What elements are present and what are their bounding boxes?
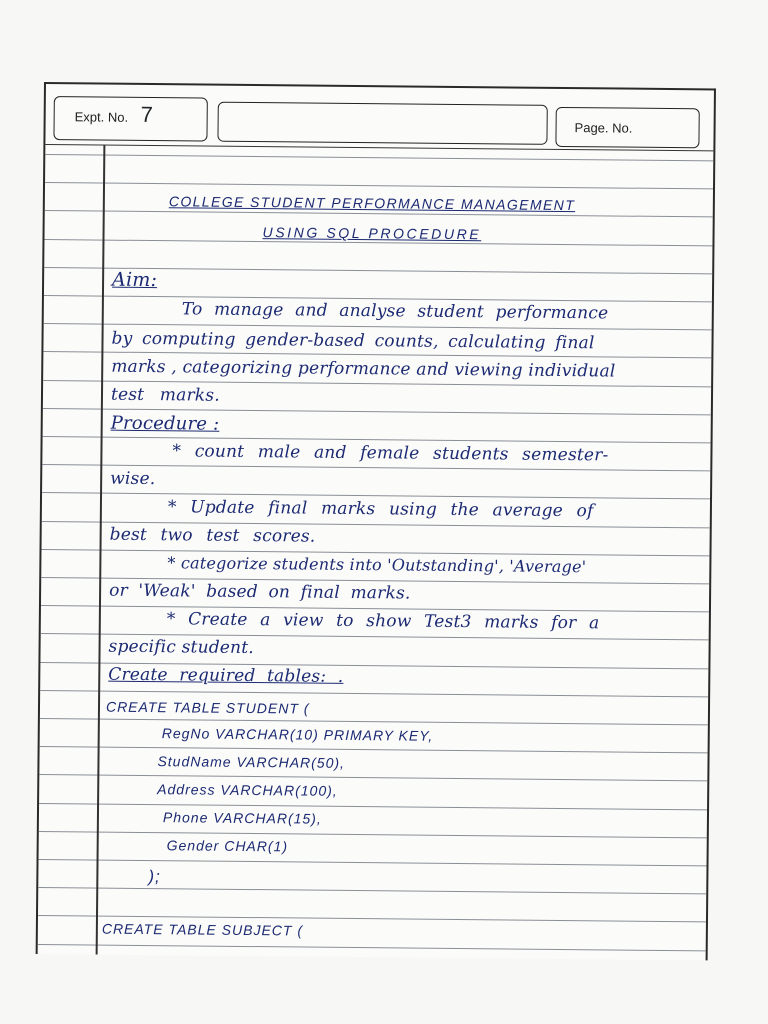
ruled-line — [38, 944, 706, 951]
aim-heading: Aim: — [112, 268, 158, 292]
expt-no-value: 7 — [140, 101, 154, 128]
code-line-1: CREATE TABLE STUDENT ( — [105, 698, 310, 717]
ruled-line — [39, 831, 707, 838]
tables-heading: Create required tables: . — [108, 664, 344, 687]
procedure-line-2: wise. — [110, 468, 156, 490]
procedure-line-3: * Update final marks using the average of — [167, 497, 594, 522]
code-line-5: Phone VARCHAR(15), — [162, 809, 322, 827]
ruled-line — [39, 803, 707, 810]
notebook-page — [36, 82, 716, 960]
ruled-line — [40, 718, 708, 725]
aim-line-3: marks , categorizing performance and viewing individual — [111, 356, 616, 382]
aim-line-2: by computing gender-based counts, calculating final — [111, 328, 595, 354]
code-line-4: Address VARCHAR(100), — [157, 781, 338, 799]
procedure-heading: Procedure : — [110, 412, 220, 435]
aim-line-4: test marks. — [110, 384, 220, 406]
procedure-line-1: * count male and female students semester- — [172, 441, 609, 466]
page-no-label: Page. No. — [574, 120, 633, 136]
ruled-line — [40, 690, 708, 697]
aim-line-1: To manage and analyse student performance — [181, 299, 609, 324]
title-box — [217, 102, 547, 145]
ruled-lines — [38, 144, 714, 960]
procedure-line-7: * Create a view to show Test3 marks for a — [166, 609, 600, 634]
code-line-2: RegNo VARCHAR(10) PRIMARY KEY, — [161, 725, 434, 744]
code-line-3: StudName VARCHAR(50), — [157, 753, 346, 771]
title-line-1: COLLEGE STUDENT PERFORMANCE MANAGEMENT — [168, 193, 576, 214]
ruled-line — [45, 154, 713, 161]
code-line-6: Gender CHAR(1) — [166, 837, 289, 855]
procedure-line-8: specific student. — [108, 636, 254, 659]
expt-no-box — [53, 96, 207, 141]
code-line-8: CREATE TABLE SUBJECT ( — [101, 920, 304, 939]
procedure-line-6: or 'Weak' based on final marks. — [109, 580, 411, 604]
code-line-7: ); — [148, 867, 161, 887]
ruled-line — [45, 182, 713, 189]
ruled-line — [39, 774, 707, 781]
procedure-line-5: * categorize students into 'Outstanding', 'Average' — [167, 553, 587, 577]
ruled-line — [39, 859, 707, 866]
title-line-2: USING SQL PROCEDURE — [262, 224, 482, 243]
expt-no-label: Expt. No. — [74, 109, 129, 125]
procedure-line-4: best two test scores. — [109, 524, 316, 547]
ruled-line — [40, 746, 708, 753]
page-no-box — [555, 107, 699, 148]
ruled-line — [45, 210, 713, 217]
ruled-line — [38, 887, 706, 894]
